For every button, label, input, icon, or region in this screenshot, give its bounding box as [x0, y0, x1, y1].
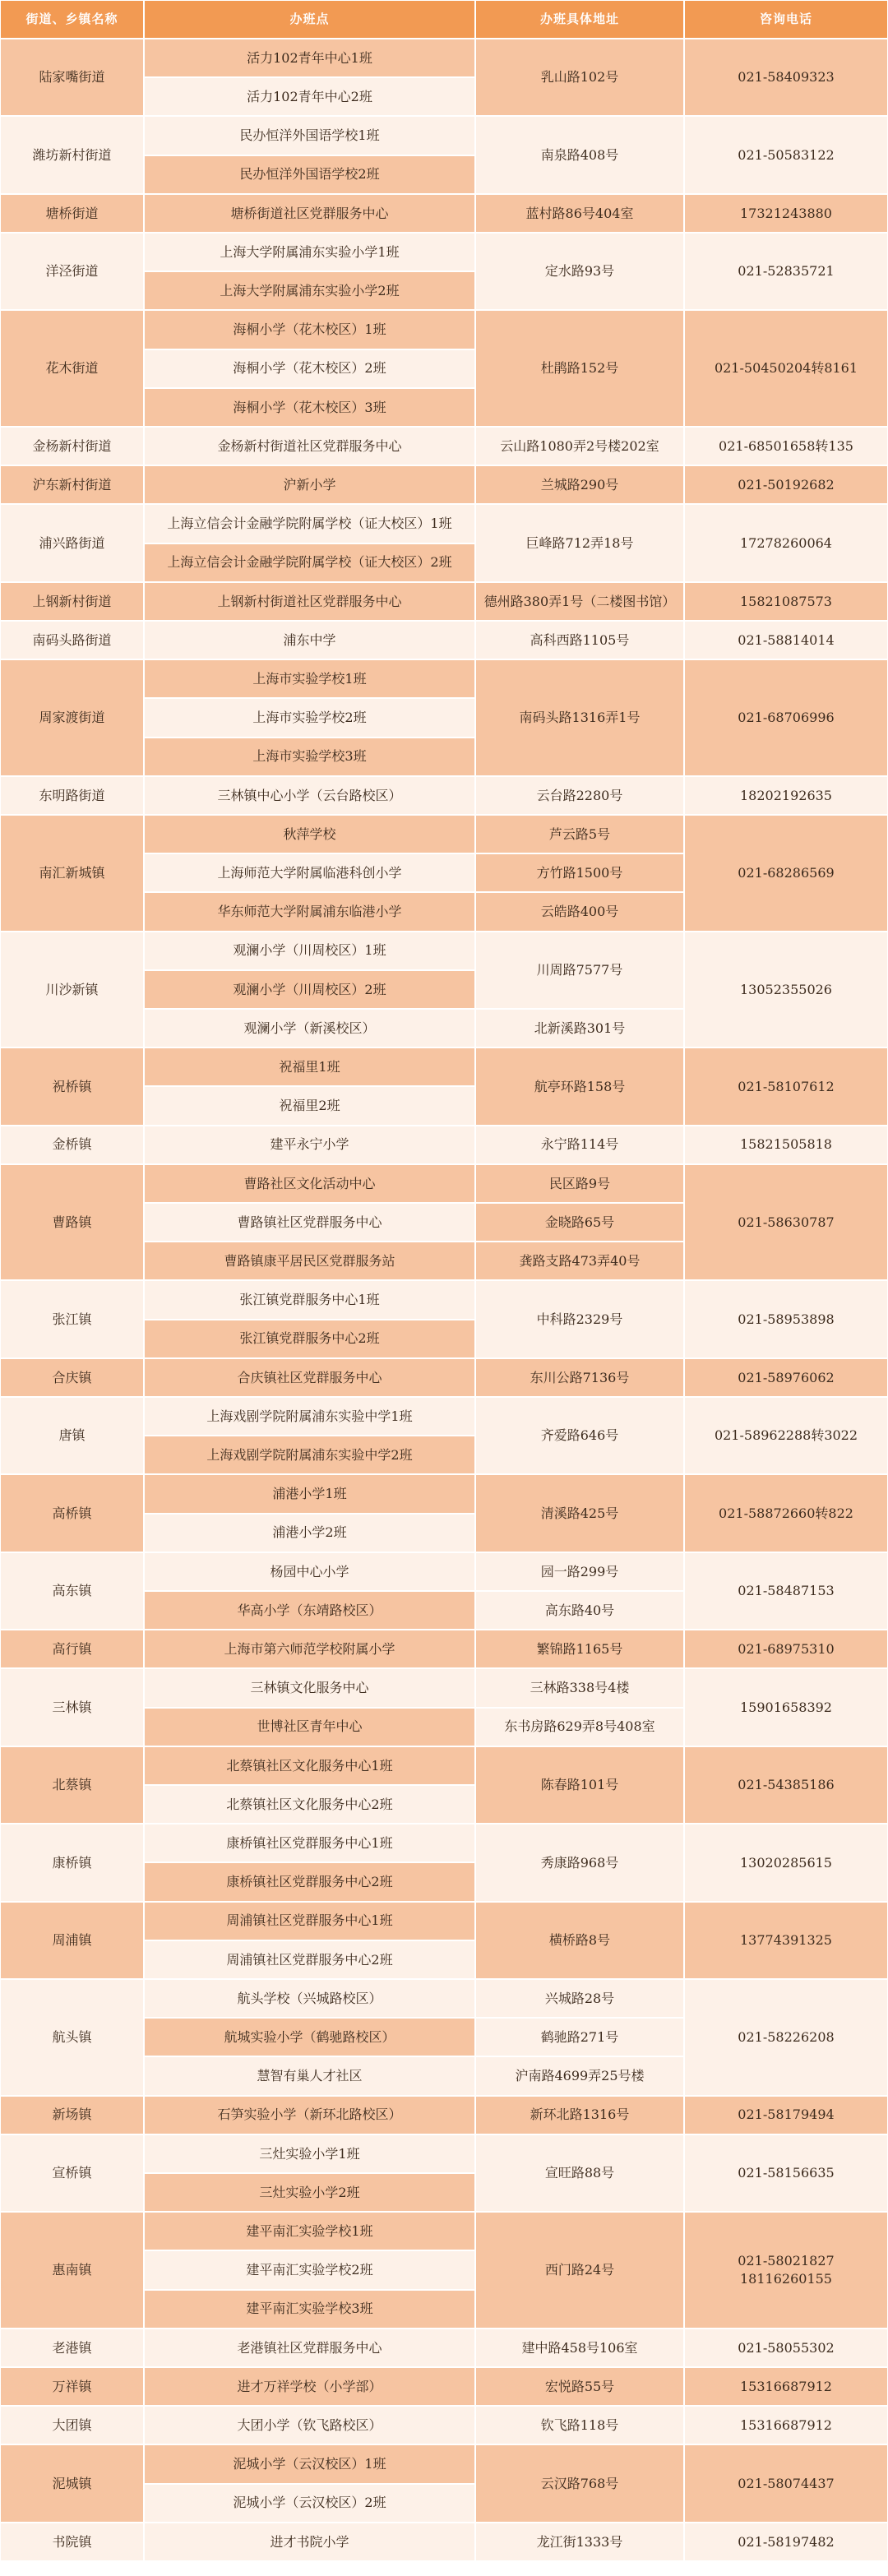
district-name-cell: 陆家嘴街道	[1, 39, 143, 115]
class-location-cell: 曹路镇社区党群服务中心	[145, 1204, 474, 1241]
class-location-cell: 张江镇党群服务中心2班	[145, 1320, 474, 1357]
class-location-cell: 观澜小学（新溪校区）	[145, 1010, 474, 1047]
address-cell: 宏悦路55号	[476, 2368, 683, 2405]
class-location-cell: 上海市实验学校1班	[145, 660, 474, 697]
district-name-cell: 张江镇	[1, 1281, 143, 1357]
phone-cell: 021-58976062	[685, 1359, 887, 1396]
class-location-cell: 三林镇中心小学（云台路校区）	[145, 777, 474, 814]
class-location-cell: 海桐小学（花木校区）3班	[145, 389, 474, 426]
class-location-cell: 康桥镇社区党群服务中心2班	[145, 1863, 474, 1900]
address-cell: 蓝村路86号404室	[476, 195, 683, 232]
district-name-cell: 祝桥镇	[1, 1048, 143, 1124]
class-location-cell: 曹路社区文化活动中心	[145, 1165, 474, 1202]
address-cell: 兴城路28号	[476, 1980, 683, 2017]
header-cell: 办班点	[145, 1, 474, 38]
phone-cell: 17278260064	[685, 505, 887, 580]
district-name-cell: 新场镇	[1, 2097, 143, 2134]
district-name-cell: 老港镇	[1, 2329, 143, 2366]
district-name-cell: 川沙新镇	[1, 932, 143, 1048]
phone-cell: 021-58074437	[685, 2445, 887, 2521]
address-cell: 南泉路408号	[476, 117, 683, 192]
address-cell: 云皓路400号	[476, 893, 683, 930]
class-location-cell: 慧智有巢人才社区	[145, 2057, 474, 2094]
district-name-cell: 书院镇	[1, 2523, 143, 2560]
class-location-cell: 上海戏剧学院附属浦东实验中学1班	[145, 1398, 474, 1435]
phone-cell: 15316687912	[685, 2368, 887, 2405]
district-name-cell: 惠南镇	[1, 2213, 143, 2328]
class-location-cell: 上海大学附属浦东实验小学1班	[145, 234, 474, 271]
address-cell: 芦云路5号	[476, 816, 683, 853]
phone-cell: 021-58953898	[685, 1281, 887, 1357]
address-cell: 永宁路114号	[476, 1126, 683, 1163]
address-cell: 高科西路1105号	[476, 622, 683, 659]
address-cell: 乳山路102号	[476, 39, 683, 115]
address-cell: 西门路24号	[476, 2213, 683, 2328]
district-name-cell: 周家渡街道	[1, 660, 143, 775]
address-cell: 云汉路768号	[476, 2445, 683, 2521]
district-name-cell: 潍坊新村街道	[1, 117, 143, 192]
class-location-cell: 张江镇党群服务中心1班	[145, 1281, 474, 1318]
phone-cell: 15821505818	[685, 1126, 887, 1163]
phone-cell: 021-58962288转3022	[685, 1398, 887, 1473]
class-location-cell: 金杨新村街道社区党群服务中心	[145, 428, 474, 465]
address-cell: 巨峰路712弄18号	[476, 505, 683, 580]
district-name-cell: 周浦镇	[1, 1903, 143, 1978]
class-location-cell: 大团小学（钦飞路校区）	[145, 2407, 474, 2444]
class-location-cell: 民办恒洋外国语学校1班	[145, 117, 474, 154]
class-location-cell: 祝福里2班	[145, 1087, 474, 1124]
address-cell: 高东路40号	[476, 1592, 683, 1629]
phone-cell: 021-58872660转822	[685, 1475, 887, 1551]
class-location-cell: 曹路镇康平居民区党群服务站	[145, 1242, 474, 1279]
address-cell: 金晓路65号	[476, 1204, 683, 1241]
phone-cell: 021-58814014	[685, 622, 887, 659]
class-location-cell: 泥城小学（云汉校区）1班	[145, 2445, 474, 2482]
phone-cell: 021-52835721	[685, 234, 887, 309]
phone-cell: 15821087573	[685, 583, 887, 620]
address-cell: 定水路93号	[476, 234, 683, 309]
district-name-cell: 宣桥镇	[1, 2135, 143, 2211]
class-location-cell: 周浦镇社区党群服务中心1班	[145, 1903, 474, 1940]
class-location-cell: 北蔡镇社区文化服务中心2班	[145, 1786, 474, 1823]
class-location-cell: 海桐小学（花木校区）2班	[145, 350, 474, 387]
address-cell: 东书房路629弄8号408室	[476, 1709, 683, 1746]
district-name-cell: 高桥镇	[1, 1475, 143, 1551]
header-cell: 街道、乡镇名称	[1, 1, 143, 38]
district-name-cell: 万祥镇	[1, 2368, 143, 2405]
address-cell: 南码头路1316弄1号	[476, 660, 683, 775]
class-location-cell: 上海立信会计金融学院附属学校（证大校区）1班	[145, 505, 474, 542]
phone-cell: 18202192635	[685, 777, 887, 814]
class-location-cell: 建平南汇实验学校3班	[145, 2291, 474, 2328]
class-location-cell: 沪新小学	[145, 466, 474, 503]
address-cell: 三林路338号4楼	[476, 1669, 683, 1706]
class-location-cell: 活力102青年中心1班	[145, 39, 474, 76]
class-location-cell: 三林镇文化服务中心	[145, 1669, 474, 1706]
phone-cell: 021-58021827 18116260155	[685, 2213, 887, 2328]
address-cell: 方竹路1500号	[476, 854, 683, 891]
address-cell: 清溪路425号	[476, 1475, 683, 1551]
address-cell: 云台路2280号	[476, 777, 683, 814]
phone-cell: 021-58055302	[685, 2329, 887, 2366]
class-location-cell: 上海师范大学附属临港科创小学	[145, 854, 474, 891]
phone-cell: 13052355026	[685, 932, 887, 1048]
class-location-cell: 航城实验小学（鹤驰路校区）	[145, 2019, 474, 2056]
class-location-cell: 合庆镇社区党群服务中心	[145, 1359, 474, 1396]
address-cell: 龚路支路473弄40号	[476, 1242, 683, 1279]
district-name-cell: 金桥镇	[1, 1126, 143, 1163]
class-location-cell: 进才书院小学	[145, 2523, 474, 2560]
class-location-cell: 建平永宁小学	[145, 1126, 474, 1163]
class-location-cell: 北蔡镇社区文化服务中心1班	[145, 1747, 474, 1784]
class-location-cell: 观澜小学（川周校区）2班	[145, 971, 474, 1008]
address-cell: 繁锦路1165号	[476, 1630, 683, 1667]
class-location-cell: 海桐小学（花木校区）1班	[145, 311, 474, 348]
district-name-cell: 航头镇	[1, 1980, 143, 2095]
phone-cell: 021-68501658转135	[685, 428, 887, 465]
address-cell: 东川公路7136号	[476, 1359, 683, 1396]
address-cell: 陈春路101号	[476, 1747, 683, 1823]
class-location-cell: 华高小学（东靖路校区）	[145, 1592, 474, 1629]
phone-cell: 021-58179494	[685, 2097, 887, 2134]
class-location-cell: 进才万祥学校（小学部）	[145, 2368, 474, 2405]
address-cell: 横桥路8号	[476, 1903, 683, 1978]
district-name-cell: 上钢新村街道	[1, 583, 143, 620]
class-location-cell: 华东师范大学附属浦东临港小学	[145, 893, 474, 930]
address-cell: 宣旺路88号	[476, 2135, 683, 2211]
class-location-cell: 世博社区青年中心	[145, 1709, 474, 1746]
header-cell: 咨询电话	[685, 1, 887, 38]
class-location-cell: 观澜小学（川周校区）1班	[145, 932, 474, 969]
address-cell: 民区路9号	[476, 1165, 683, 1202]
class-location-cell: 上海立信会计金融学院附属学校（证大校区）2班	[145, 544, 474, 581]
phone-cell: 021-58630787	[685, 1165, 887, 1280]
district-name-cell: 南汇新城镇	[1, 816, 143, 931]
phone-cell: 021-68286569	[685, 816, 887, 931]
class-location-cell: 泥城小学（云汉校区）2班	[145, 2485, 474, 2522]
address-cell: 北新溪路301号	[476, 1010, 683, 1047]
phone-cell: 17321243880	[685, 195, 887, 232]
class-location-cell: 秋萍学校	[145, 816, 474, 853]
phone-cell: 021-58226208	[685, 1980, 887, 2095]
district-name-cell: 金杨新村街道	[1, 428, 143, 465]
class-location-cell: 周浦镇社区党群服务中心2班	[145, 1941, 474, 1978]
district-name-cell: 曹路镇	[1, 1165, 143, 1280]
class-location-cell: 老港镇社区党群服务中心	[145, 2329, 474, 2366]
phone-cell: 021-68975310	[685, 1630, 887, 1667]
district-name-cell: 唐镇	[1, 1398, 143, 1473]
district-name-cell: 塘桥街道	[1, 195, 143, 232]
class-location-cell: 上海市实验学校3班	[145, 738, 474, 775]
address-cell: 园一路299号	[476, 1553, 683, 1590]
phone-cell: 15901658392	[685, 1669, 887, 1745]
class-location-cell: 上钢新村街道社区党群服务中心	[145, 583, 474, 620]
phone-cell: 021-50583122	[685, 117, 887, 192]
class-location-cell: 上海大学附属浦东实验小学2班	[145, 272, 474, 309]
class-location-cell: 三灶实验小学2班	[145, 2174, 474, 2211]
class-location-cell: 建平南汇实验学校2班	[145, 2251, 474, 2288]
phone-cell: 021-50450204转8161	[685, 311, 887, 426]
phone-cell: 021-58107612	[685, 1048, 887, 1124]
phone-cell: 021-58156635	[685, 2135, 887, 2211]
phone-cell: 021-54385186	[685, 1747, 887, 1823]
address-cell: 杜鹃路152号	[476, 311, 683, 426]
phone-cell: 13020285615	[685, 1824, 887, 1900]
class-location-cell: 祝福里1班	[145, 1048, 474, 1085]
address-cell: 鹤驰路271号	[476, 2019, 683, 2056]
address-cell: 新环北路1316号	[476, 2097, 683, 2134]
header-cell: 办班具体地址	[476, 1, 683, 38]
class-location-cell: 上海市第六师范学校附属小学	[145, 1630, 474, 1667]
district-name-cell: 东明路街道	[1, 777, 143, 814]
class-location-cell: 塘桥街道社区党群服务中心	[145, 195, 474, 232]
address-cell: 沪南路4699弄25号楼	[476, 2057, 683, 2094]
class-location-cell: 石笋实验小学（新环北路校区）	[145, 2097, 474, 2134]
district-name-cell: 洋泾街道	[1, 234, 143, 309]
class-location-cell: 三灶实验小学1班	[145, 2135, 474, 2172]
address-cell: 航亭环路158号	[476, 1048, 683, 1124]
address-cell: 云山路1080弄2号楼202室	[476, 428, 683, 465]
address-cell: 齐爱路646号	[476, 1398, 683, 1473]
phone-cell: 021-58197482	[685, 2523, 887, 2560]
district-name-cell: 花木街道	[1, 311, 143, 426]
district-name-cell: 康桥镇	[1, 1824, 143, 1900]
district-name-cell: 浦兴路街道	[1, 505, 143, 580]
district-name-cell: 高行镇	[1, 1630, 143, 1667]
class-location-cell: 上海市实验学校2班	[145, 699, 474, 736]
address-cell: 建中路458号106室	[476, 2329, 683, 2366]
class-location-cell: 杨园中心小学	[145, 1553, 474, 1590]
phone-cell: 13774391325	[685, 1903, 887, 1978]
district-name-cell: 泥城镇	[1, 2445, 143, 2521]
phone-cell: 021-58487153	[685, 1553, 887, 1629]
address-cell: 兰城路290号	[476, 466, 683, 503]
district-name-cell: 北蔡镇	[1, 1747, 143, 1823]
class-location-cell: 上海戏剧学院附属浦东实验中学2班	[145, 1436, 474, 1473]
district-name-cell: 三林镇	[1, 1669, 143, 1745]
class-location-cell: 康桥镇社区党群服务中心1班	[145, 1824, 474, 1861]
district-name-cell: 沪东新村街道	[1, 466, 143, 503]
address-cell: 川周路7577号	[476, 932, 683, 1008]
phone-cell: 021-68706996	[685, 660, 887, 775]
class-location-cell: 浦港小学2班	[145, 1515, 474, 1552]
district-name-cell: 大团镇	[1, 2407, 143, 2444]
district-name-cell: 南码头路街道	[1, 622, 143, 659]
address-cell: 德州路380弄1号（二楼图书馆）	[476, 583, 683, 620]
phone-cell: 021-58409323	[685, 39, 887, 115]
address-cell: 秀康路968号	[476, 1824, 683, 1900]
district-name-cell: 高东镇	[1, 1553, 143, 1629]
class-location-cell: 民办恒洋外国语学校2班	[145, 156, 474, 193]
class-location-cell: 浦东中学	[145, 622, 474, 659]
class-location-cell: 建平南汇实验学校1班	[145, 2213, 474, 2250]
address-cell: 中科路2329号	[476, 1281, 683, 1357]
address-cell: 钦飞路118号	[476, 2407, 683, 2444]
district-name-cell: 合庆镇	[1, 1359, 143, 1396]
class-location-cell: 活力102青年中心2班	[145, 78, 474, 115]
phone-cell: 021-50192682	[685, 466, 887, 503]
address-cell: 龙江街1333号	[476, 2523, 683, 2560]
class-location-cell: 航头学校（兴城路校区）	[145, 1980, 474, 2017]
phone-cell: 15316687912	[685, 2407, 887, 2444]
class-location-cell: 浦港小学1班	[145, 1475, 474, 1512]
